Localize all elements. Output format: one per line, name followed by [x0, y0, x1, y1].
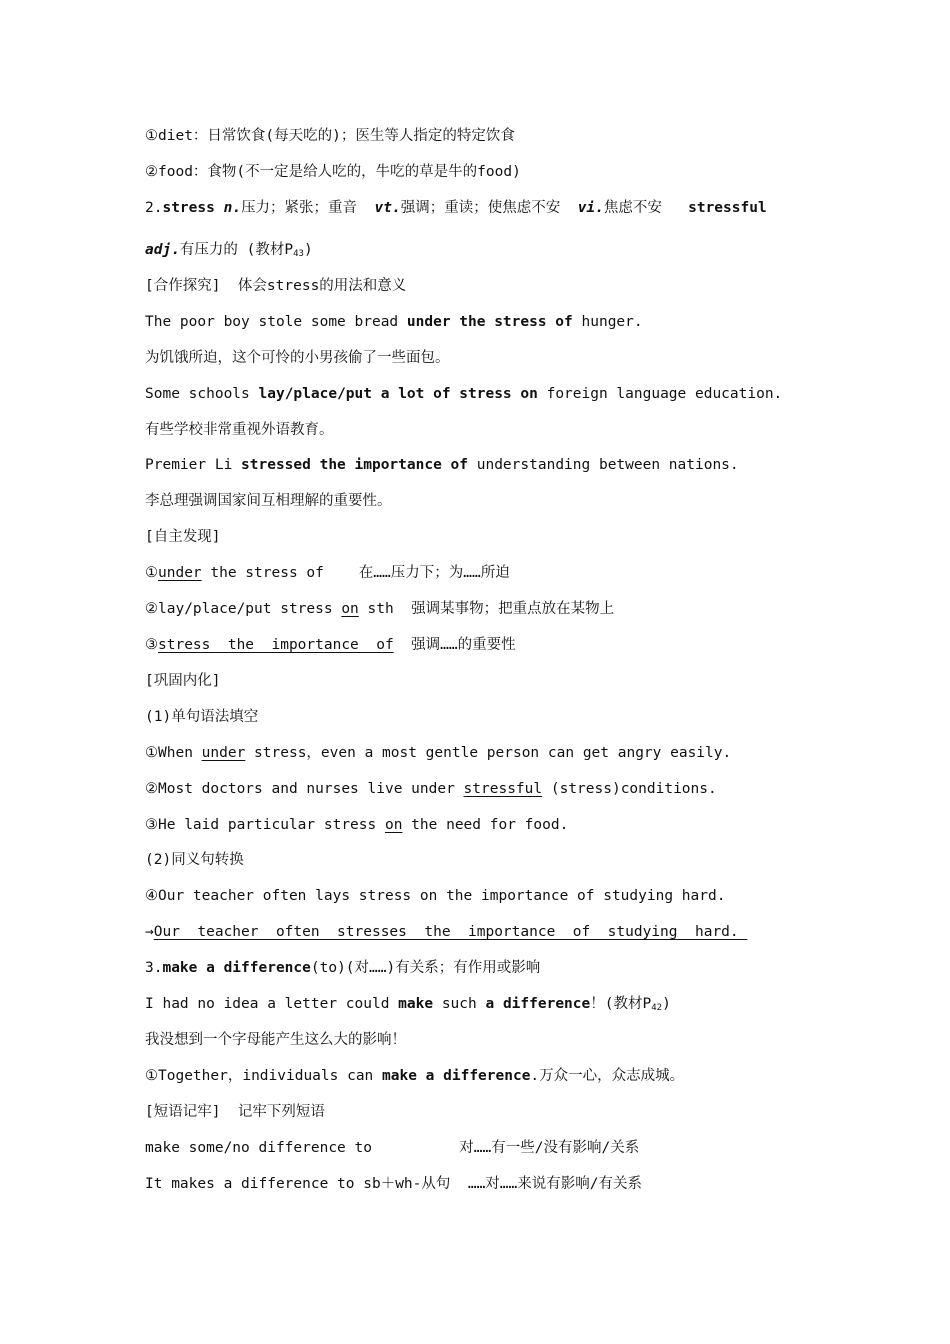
section-label: [自主发现] [145, 529, 221, 545]
example-sentence: Premier Li stressed the importance of understanding between nations. [145, 457, 739, 473]
text-line: ①diet：日常饮食(每天吃的)；医生等人指定的特定饮食 [145, 128, 515, 144]
section-label: [合作探究] 体会stress的用法和意义 [145, 278, 407, 294]
section-label: [巩固内化] [145, 673, 221, 689]
exercise-item: ②Most doctors and nurses live under stressful (stress)conditions. [145, 781, 717, 797]
translation-line: 李总理强调国家间互相理解的重要性。 [145, 493, 392, 509]
translation-line: 为饥饿所迫，这个可怜的小男孩偷了一些面包。 [145, 350, 450, 366]
example-sentence: ①Together，individuals can make a difference.万众一心，众志成城。 [145, 1068, 685, 1084]
phrase-item: ②lay/place/put stress on sth 强调某事物；把重点放在某物上 [145, 601, 615, 617]
phrase-item: It makes a difference to sb＋wh-从句 ……对……来说有影响/有关系 [145, 1176, 642, 1192]
phrase-item: ①under the stress of 在……压力下；为……所迫 [145, 565, 510, 581]
text-line: adj.有压力的 (教材$P_{43}$) [145, 242, 313, 259]
exercise-item: ④Our teacher often lays stress on the importance of studying hard. [145, 888, 726, 904]
exercise-heading: (1)单句语法填空 [145, 709, 259, 725]
text-line: ②food：食物(不一定是给人吃的，牛吃的草是牛的food) [145, 164, 521, 180]
translation-line: 我没想到一个字母能产生这么大的影响！ [145, 1032, 406, 1048]
phrase-item: ③stress the importance of 强调……的重要性 [145, 637, 516, 653]
exercise-heading: (2)同义句转换 [145, 852, 244, 868]
example-sentence: I had no idea a letter could make such a difference！(教材$P_{42}$) [145, 996, 671, 1013]
example-sentence: The poor boy stole some bread under the stress of hunger. [145, 314, 643, 330]
exercise-answer: →Our teacher often stresses the importance of studying hard. [145, 924, 748, 940]
exercise-item: ①When under stress，even a most gentle person can get angry easily. [145, 745, 732, 761]
section-label: [短语记牢] 记牢下列短语 [145, 1104, 325, 1120]
exercise-item: ③He laid particular stress on the need for food. [145, 817, 569, 833]
vocab-heading-make-a-difference: 3.make a difference(to)(对……)有关系；有作用或影响 [145, 960, 541, 976]
example-sentence: Some schools lay/place/put a lot of stress on foreign language education. [145, 386, 783, 402]
translation-line: 有些学校非常重视外语教育。 [145, 422, 334, 438]
phrase-item: make some/no difference to 对……有一些/没有影响/关系 [145, 1140, 640, 1156]
vocab-heading-stress: 2.stress n.压力；紧张；重音 vt.强调；重读；使焦虑不安 vi.焦虑不安 stressful [145, 200, 767, 216]
